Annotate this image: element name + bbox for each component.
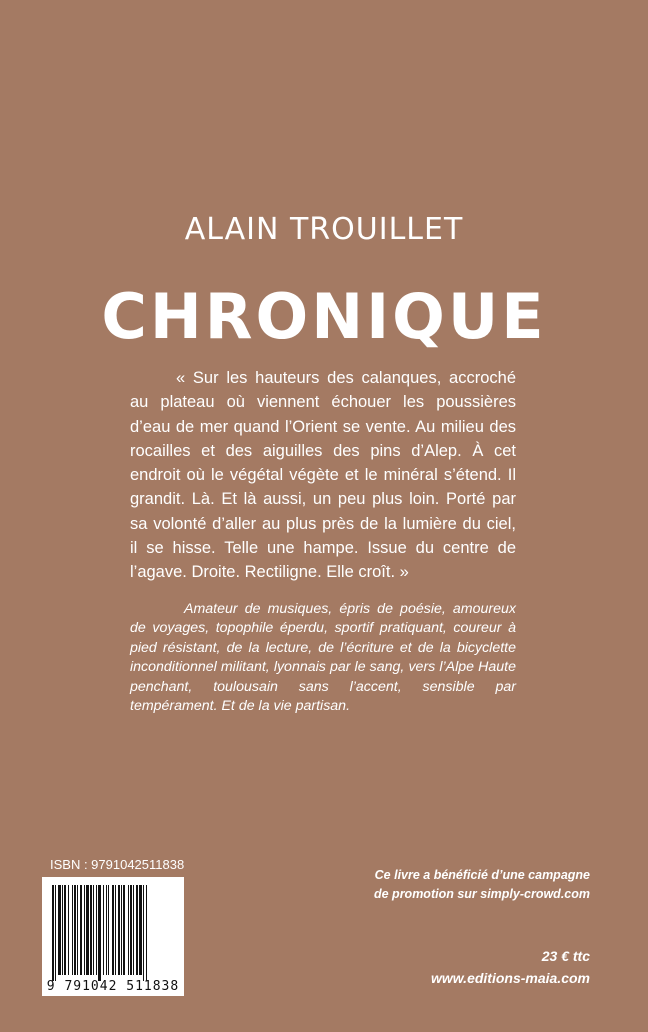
author-bio: Amateur de musiques, épris de poésie, amoureux de voyages, topophile éperdu, sportif pratiquant, coureur à pied résistant, de la lecture, de l’écriture et de la bicyclette inconditionnel militant, lyonnais par le sang, vers l’Alpe Haute penchant, toulousain sans l’accent, sensible par tempérament. Et de la vie partisan. [130,601,516,715]
barcode-bar [86,885,89,975]
barcode-bar [74,885,76,975]
barcode-bar [121,885,122,975]
barcode-bar [103,885,104,975]
author-name: ALAIN TROUILLET [184,212,464,247]
barcode-bar [143,885,144,981]
barcode-bar [62,885,63,975]
barcode-bar [55,885,56,981]
barcode-bar [98,885,101,981]
barcode-bar [112,885,114,975]
barcode-bar [96,885,97,975]
barcode-bar [139,885,142,975]
barcode-bar [68,885,69,975]
barcode-bar [64,885,66,975]
barcode-bar [77,885,78,975]
barcode-bar [133,885,134,975]
barcode-bar [108,885,109,975]
barcode-bar [118,885,120,975]
barcode-bar [90,885,92,975]
barcode-digits: 9 791042 511838 [46,979,180,994]
barcode-bar [106,885,107,975]
barcode-bar [84,885,85,975]
isbn-label: ISBN : 9791042511838 [50,857,185,872]
excerpt-quote: « Sur les hauteurs des calanques, accroché au plateau où viennent échouer les poussières d’eau de mer quand l’Orient se vente. Au milieu des rocailles et des aiguilles des pins d’Alep. À cet endroit où le végétal végète et le minéral s’étend. Il grandit. Là. Et là aussi, un peu plus loin. Porté par sa volonté d’aller au plus près de la lumière du ciel, il se hisse. Telle une hampe. Issue du centre de l’agave. Droite. Rectiligne. Elle croît. » [130,369,516,582]
price: 23 € ttc [541,948,590,964]
promo-line-2: de promotion sur simply-crowd.com [374,886,590,901]
promo-line-1: Ce livre a bénéficié d’une campagne [374,868,590,882]
barcode-bar [115,885,116,975]
barcode-bar [58,885,61,975]
barcode-bar [80,885,82,975]
barcode-bar [130,885,132,975]
barcode-bar [123,885,125,975]
barcode-bar [136,885,138,975]
book-title: CHRONIQUE [101,280,547,353]
barcode-bar [93,885,94,975]
barcode-bar [72,885,73,975]
barcode-bar [128,885,129,975]
barcode-bar [146,885,147,981]
promo-note [330,866,590,903]
barcode-graphic [42,877,184,996]
barcode [42,877,184,996]
publisher-website: www.editions-maia.com [431,970,590,986]
barcode-bar [52,885,54,981]
